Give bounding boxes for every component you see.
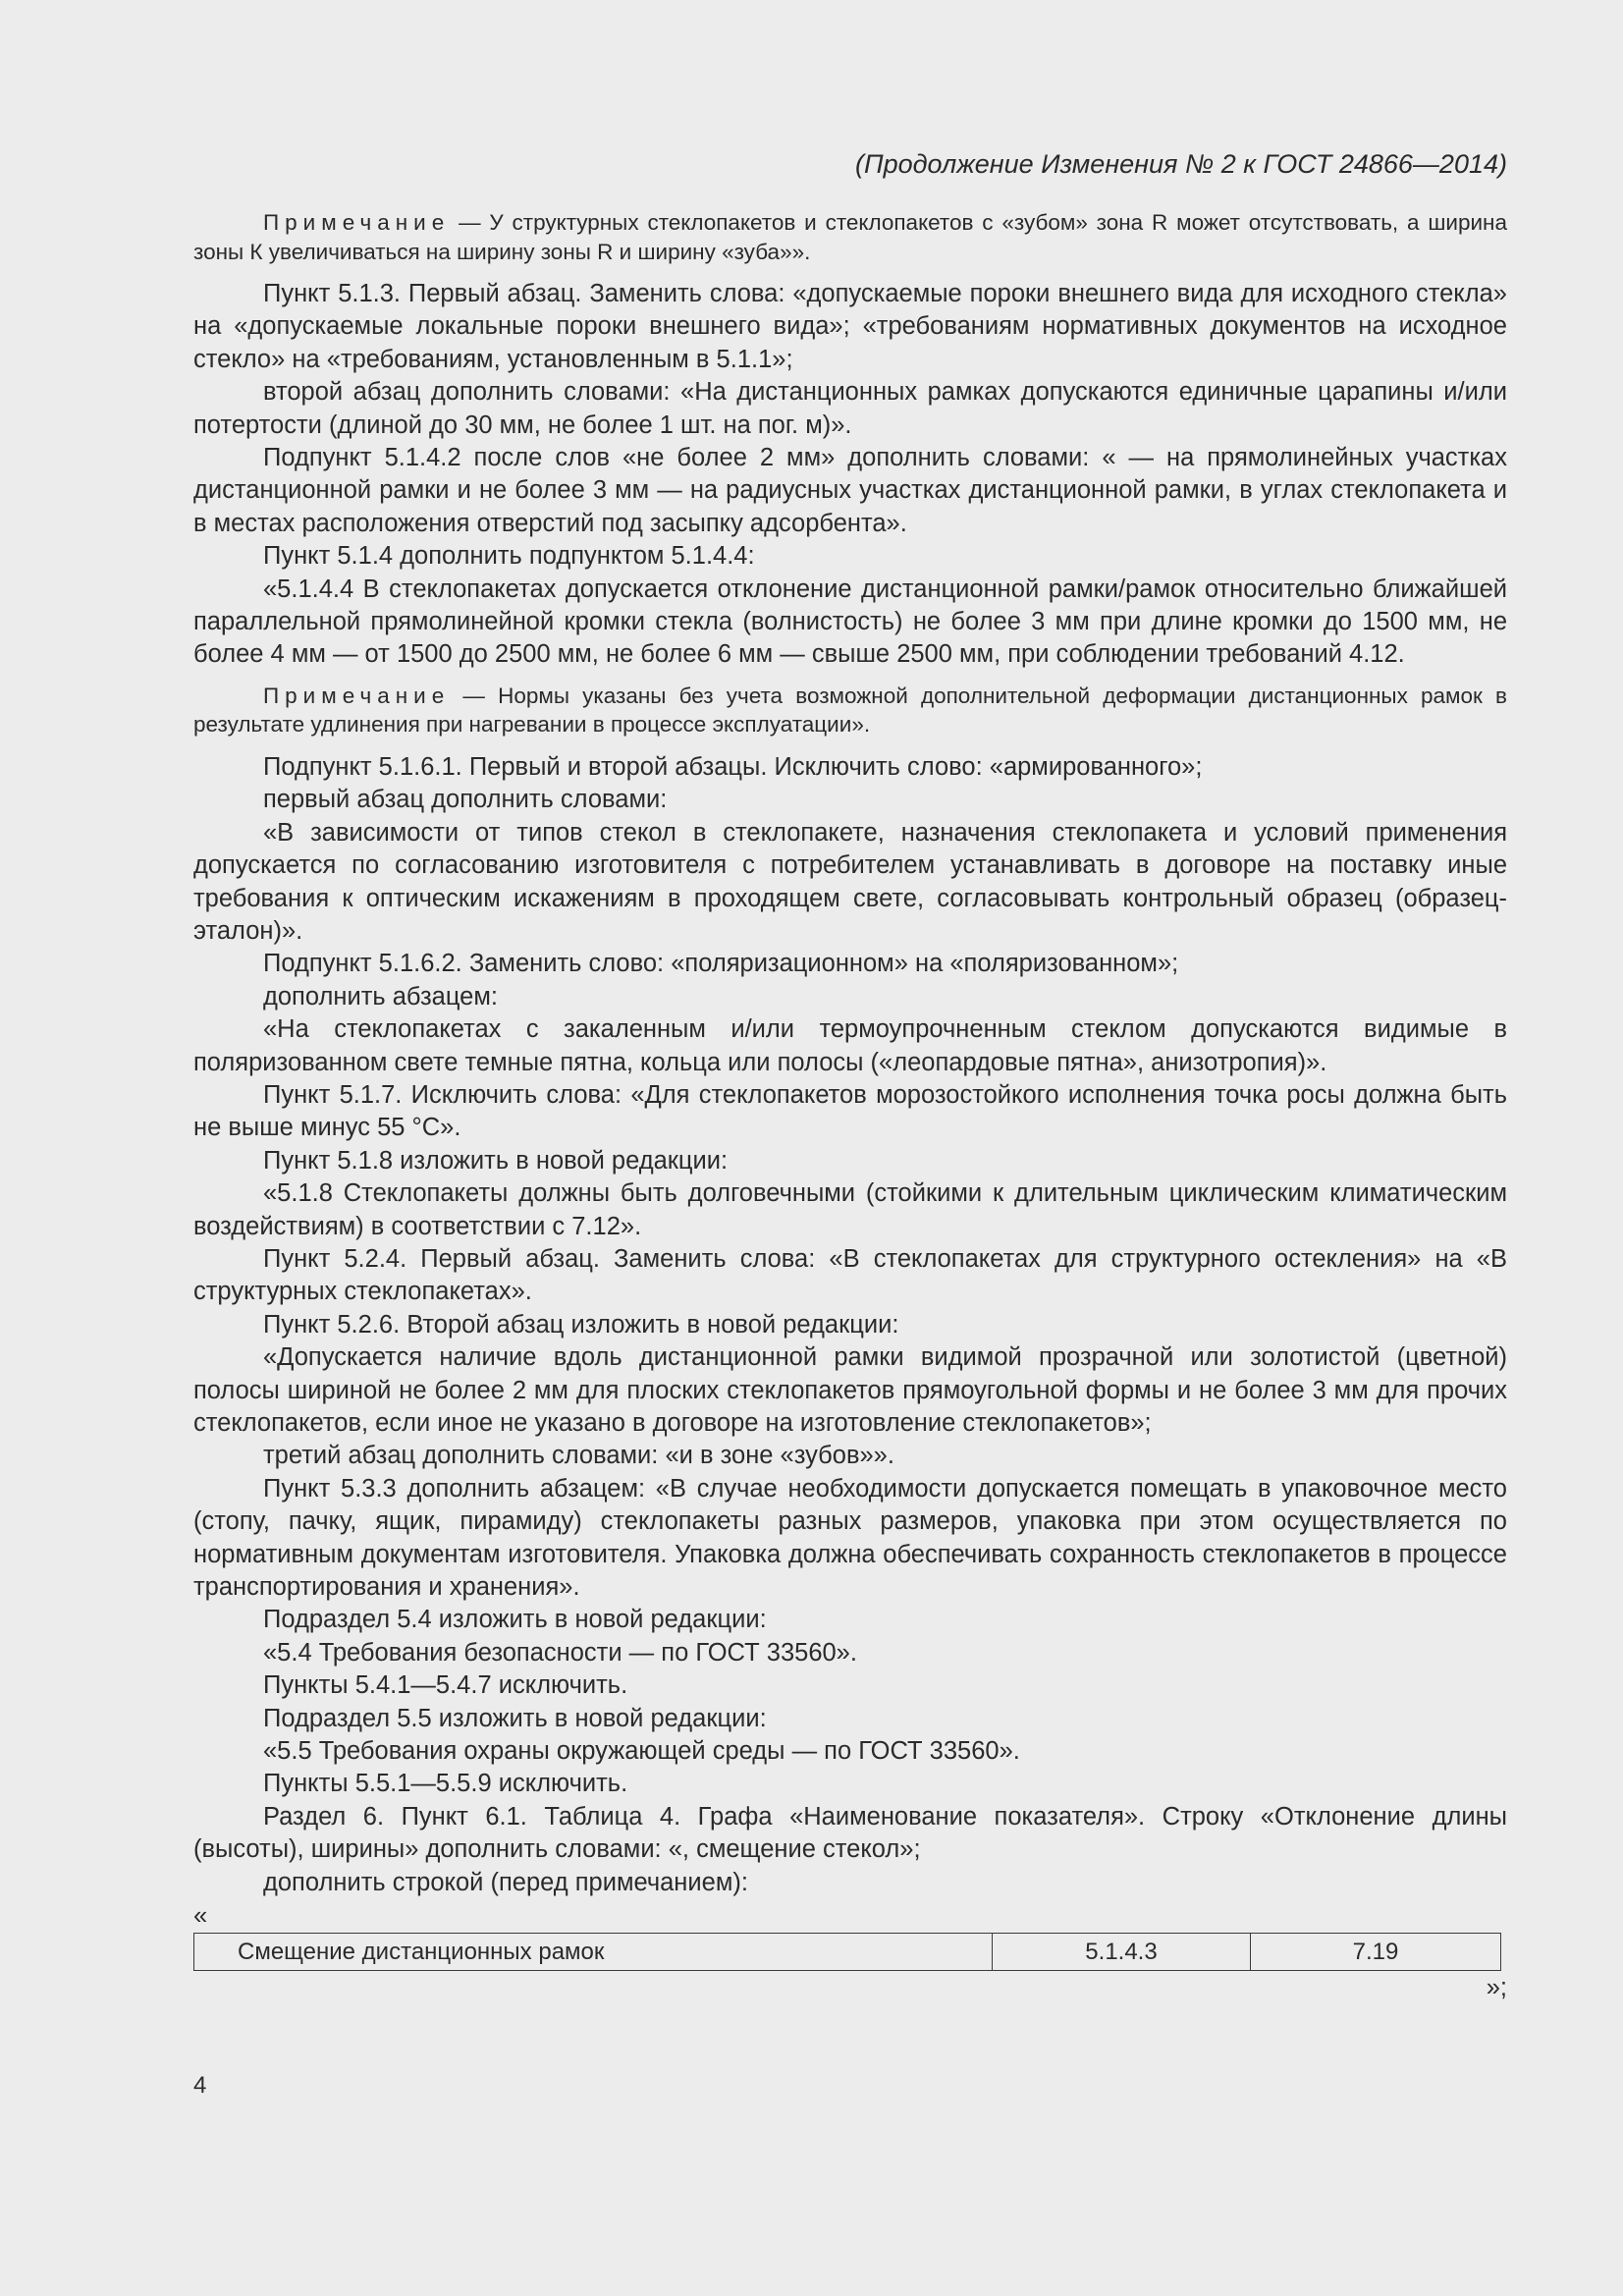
paragraph: «5.1.8 Стеклопакеты должны быть долговечными (стойкими к длительным циклическим климатическим воздействиям) в соответствии с 7.12».: [193, 1179, 1507, 1240]
note-2-text: — Нормы указаны без учета возможной дополнительной деформации дистанционных рамок в результате удлинения при нагревании в процессе эксплуатации».: [193, 683, 1507, 738]
note-2: [193, 682, 1507, 739]
paragraph: третий абзац дополнить словами: «и в зоне «зубов»».: [263, 1442, 894, 1470]
paragraph: Подпункт 5.1.6.2. Заменить слово: «поляризационном» на «поляризованном»;: [263, 950, 1179, 978]
body-text: [193, 208, 1507, 2002]
paragraph: Пункт 5.1.8 изложить в новой редакции:: [263, 1146, 729, 1175]
note-1-label: Примечание: [263, 210, 451, 235]
paragraph: «Допускается наличие вдоль дистанционной рамки видимой прозрачной или золотистой (цветной) полосы шириной не более 2 мм для плоских стеклопакетов прямоугольной формы и не более 3 мм для прочих стеклопакетов, если иное не указано в договоре на изготовление стеклопакетов»;: [193, 1343, 1507, 1437]
table-row: [194, 1934, 1501, 1971]
paragraph: Подпункт 5.1.6.1. Первый и второй абзацы. Исключить слово: «армированного»;: [263, 752, 1203, 781]
paragraph: Подпункт 5.1.4.2 после слов «не более 2 мм» дополнить словами: « — на прямолинейных участках дистанционной рамки и не более 3 мм — на радиусных участках дистанционной рамки, в углах стеклопакета и в местах расположения отверстий под засыпку адсорбента».: [193, 444, 1507, 537]
note-1-text: — У структурных стеклопакетов и стеклопакетов с «зубом» зона R может отсутствовать, а ширина зоны К увеличиваться на ширину зоны R и ширину «зуба»».: [193, 210, 1507, 264]
paragraph-group-b: [193, 751, 1507, 1899]
paragraph: «5.4 Требования безопасности — по ГОСТ 33560».: [263, 1638, 857, 1667]
table-cell-method: 7.19: [1251, 1934, 1501, 1971]
paragraph: дополнить абзацем:: [263, 982, 498, 1011]
paragraph: Пункт 5.1.3. Первый абзац. Заменить слова: «допускаемые пороки внешнего вида для исходного стекла» на «допускаемые локальные пороки внешнего вида»; «требованиям нормативных документов на исходное стекло» на «требованиям, установленным в 5.1.1»;: [193, 280, 1507, 373]
paragraph: Пункт 5.3.3 дополнить абзацем: «В случае необходимости допускается помещать в упаковочное место (стопу, пачку, ящик, пирамиду) стеклопакеты разных размеров, упаковка при этом осуществляется по нормативным документам изготовителя. Упаковка должна обеспечивать сохранность стеклопакетов в процессе транспортирования и хранения».: [193, 1474, 1507, 1602]
paragraph: Пункт 5.1.7. Исключить слова: «Для стеклопакетов морозостойкого исполнения точка росы должна быть не выше минус 55 °С».: [193, 1080, 1507, 1142]
paragraph: «В зависимости от типов стекол в стеклопакете, назначения стеклопакета и условий применения допускается по согласованию изготовителя с потребителем устанавливать в договоре на поставку иные требования к оптическим искажениям в проходящем свете, согласовывать контрольный образец (образец-эталон)».: [193, 818, 1507, 945]
page-number: 4: [193, 2072, 207, 2099]
table-cell-name: Смещение дистанционных рамок: [194, 1934, 993, 1971]
paragraph: «5.5 Требования охраны окружающей среды — по ГОСТ 33560».: [263, 1737, 1020, 1766]
quote-close: »;: [1486, 1974, 1507, 2002]
running-header: (Продолжение Изменения № 2 к ГОСТ 24866—2014): [855, 149, 1507, 179]
table-cell-requirement: 5.1.4.3: [993, 1934, 1251, 1971]
paragraph: Пункт 5.2.6. Второй абзац изложить в новой редакции:: [263, 1310, 899, 1339]
note-2-label: Примечание: [263, 683, 451, 708]
paragraph: Подраздел 5.5 изложить в новой редакции:: [263, 1704, 767, 1732]
paragraph: Раздел 6. Пункт 6.1. Таблица 4. Графа «Наименование показателя». Строку «Отклонение длины (высоты), ширины» дополнить словами: «, смещение стекол»;: [193, 1802, 1507, 1864]
paragraph: «На стеклопакетах с закаленным и/или термоупрочненным стеклом допускаются видимые в поляризованном свете темные пятна, кольца или полосы («леопардовые пятна», анизотропия)».: [193, 1015, 1507, 1076]
paragraph-group-a: [193, 278, 1507, 672]
inserted-table: [193, 1933, 1501, 1971]
paragraph: Пункт 5.1.4 дополнить подпунктом 5.1.4.4:: [263, 542, 755, 571]
paragraph: второй абзац дополнить словами: «На дистанционных рамках допускаются единичные царапины и/или потертости (длиной до 30 мм, не более 1 шт. на пог. м)».: [193, 378, 1507, 439]
paragraph: дополнить строкой (перед примечанием):: [263, 1868, 748, 1896]
note-1: [193, 208, 1507, 266]
paragraph: «5.1.4.4 В стеклопакетах допускается отклонение дистанционной рамки/рамок относительно ближайшей параллельной прямолинейной кромки стекла (волнистость) не более 3 мм при длине кромки до 1500 мм, не более 4 мм — от 1500 до 2500 мм, не более 6 мм — свыше 2500 мм, при соблюдении требований 4.12.: [193, 574, 1507, 669]
paragraph: Пункты 5.4.1—5.4.7 исключить.: [263, 1671, 628, 1700]
paragraph: первый абзац дополнить словами:: [263, 786, 668, 814]
paragraph: Пункты 5.5.1—5.5.9 исключить.: [263, 1770, 628, 1798]
paragraph: Подраздел 5.4 изложить в новой редакции:: [263, 1606, 767, 1634]
quote-open: «: [193, 1902, 208, 1931]
paragraph: Пункт 5.2.4. Первый абзац. Заменить слова: «В стеклопакетах для структурного остекления» на «В структурных стеклопакетах».: [193, 1244, 1507, 1306]
